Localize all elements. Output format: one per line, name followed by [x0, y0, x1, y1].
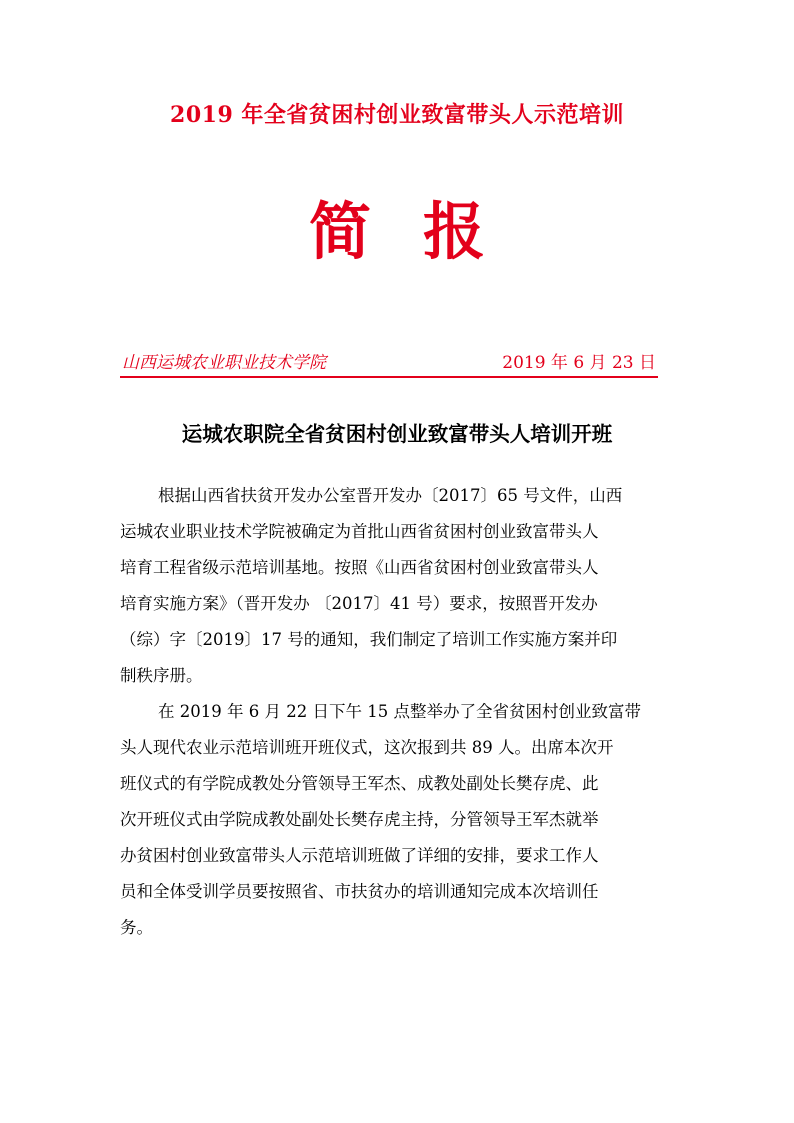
paragraph-1-line: （综）字〔2019〕17 号的通知，我们制定了培训工作实施方案并印 — [120, 630, 618, 649]
paragraph-1-line: 根据山西省扶贫开发办公室晋开发办〔2017〕65 号文件，山西 — [158, 486, 623, 505]
training-title: 2019 年全省贫困村创业致富带头人示范培训 — [170, 102, 624, 128]
paragraph-2-line: 班仪式的有学院成教处分管领导王军杰、成教处副处长樊存虎、此 — [120, 774, 599, 793]
paragraph-2-line: 头人现代农业示范培训班开班仪式，这次报到共 89 人。出席本次开 — [120, 738, 614, 757]
paragraph-2-line: 办贫困村创业致富带头人示范培训班做了详细的安排，要求工作人 — [120, 846, 599, 865]
paragraph-2-line: 员和全体受训学员要按照省、市扶贫办的培训通知完成本次培训任 — [120, 882, 599, 901]
paragraph-2-line: 在 2019 年 6 月 22 日下午 15 点整举办了全省贫困村创业致富带 — [158, 702, 641, 721]
bulletin-heading-char-1: 简 — [308, 195, 371, 268]
issuer-row — [120, 350, 658, 376]
paragraph-1-line: 运城农业职业技术学院被确定为首批山西省贫困村创业致富带头人 — [120, 522, 599, 541]
article-title: 运城农职院全省贫困村创业致富带头人培训开班 — [181, 422, 613, 446]
paragraph-2-line: 次开班仪式由学院成教处副处长樊存虎主持，分管领导王军杰就举 — [120, 810, 599, 829]
paragraph-1-line: 制秩序册。 — [120, 666, 203, 685]
article-body — [120, 478, 660, 946]
red-divider — [120, 376, 658, 378]
paragraph-1-line: 培育工程省级示范培训基地。按照《山西省贫困村创业致富带头人 — [120, 558, 599, 577]
paragraph-2-line: 务。 — [120, 918, 153, 937]
issue-date: 2019 年 6 月 23 日 — [502, 353, 656, 373]
paragraph-1-line: 培育实施方案》（晋开发办 〔2017〕41 号）要求，按照晋开发办 — [120, 594, 598, 613]
issuer-organization: 山西运城农业职业技术学院 — [122, 353, 326, 373]
bulletin-heading — [0, 192, 794, 272]
bulletin-heading-char-2: 报 — [423, 195, 486, 268]
